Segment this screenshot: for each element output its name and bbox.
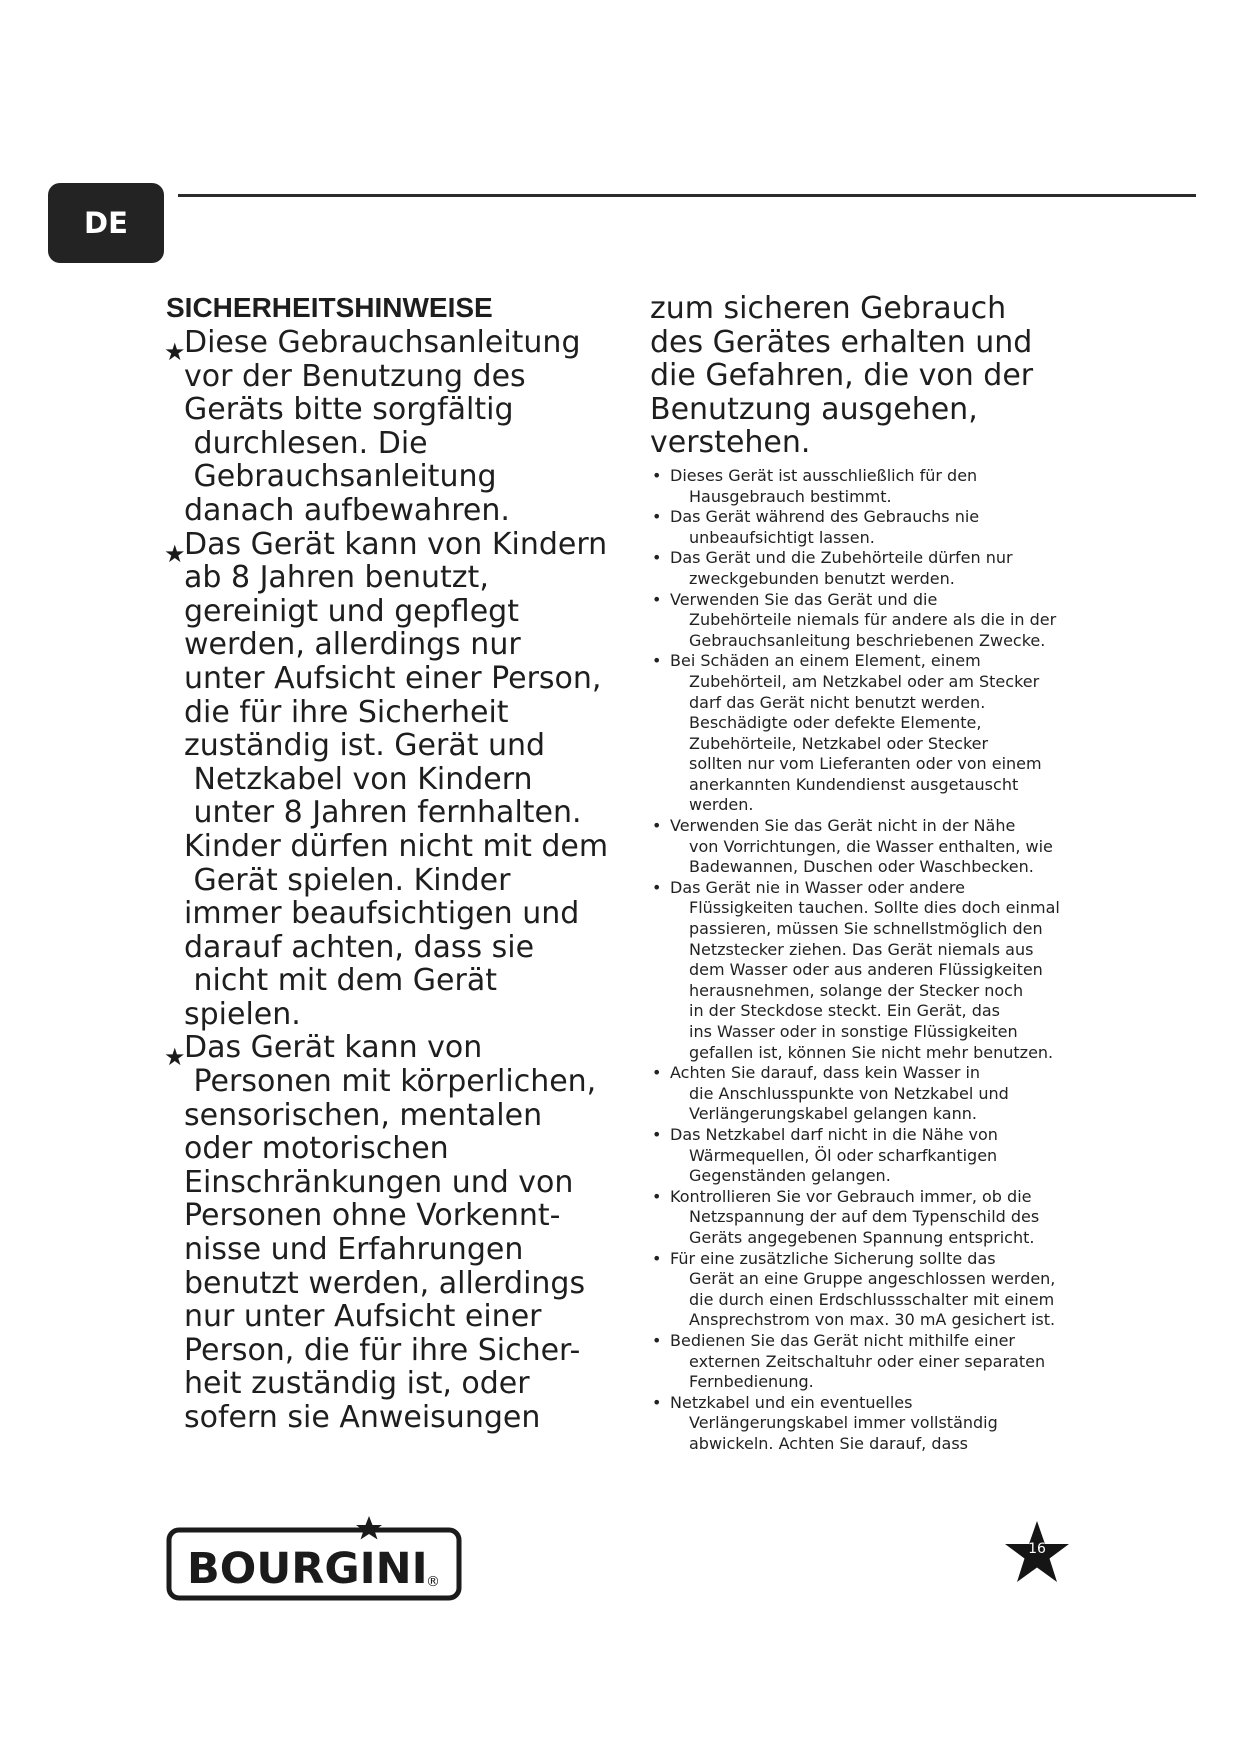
bullet-line: Verlängerungskabel gelangen kann.: [689, 1104, 977, 1124]
bullet-dot-icon: •: [652, 1392, 662, 1412]
left-column: [164, 292, 609, 1435]
bullet-line: ins Wasser oder in sonstige Flüssigkeiten: [689, 1022, 1018, 1041]
paragraph-line: Netzkabel von Kindern: [184, 761, 533, 797]
paragraph-line: gereinigt und gepflegt: [184, 593, 519, 629]
paragraph-line: heit zuständig ist, oder: [184, 1366, 530, 1402]
paragraph-line: nur unter Aufsicht einer: [184, 1299, 542, 1335]
bullet-item: [650, 1393, 1090, 1455]
bullet-dot-icon: •: [652, 1063, 662, 1083]
bullet-line: Gegenständen gelangen.: [689, 1166, 891, 1186]
bullet-line: Netzspannung der auf dem Typenschild des: [689, 1207, 1040, 1227]
bullet-item: [650, 651, 1090, 816]
bullet-line: Das Netzkabel darf nicht in die Nähe von: [670, 1124, 998, 1144]
bullet-line: werden.: [689, 795, 754, 815]
paragraph-line: spielen.: [184, 996, 301, 1032]
bullet-line: Dieses Gerät ist ausschließlich für den: [670, 465, 978, 485]
paragraph-line: Das Gerät kann von Kindern: [184, 526, 608, 562]
bullet-line: Wärmequellen, Öl oder scharfkantigen: [689, 1145, 998, 1165]
paragraph-line: Person, die für ihre Sicher-: [184, 1332, 581, 1368]
bullet-dot-icon: •: [652, 1124, 662, 1144]
bullet-item: [650, 1249, 1090, 1331]
bullet-line: Beschädigte oder defekte Elemente,: [689, 713, 982, 733]
paragraph-line: danach aufbewahren.: [184, 492, 510, 528]
bullet-dot-icon: •: [652, 1186, 662, 1206]
bullet-line: gefallen ist, können Sie nicht mehr benutzen.: [689, 1042, 1054, 1062]
bullet-line: externen Zeitschaltuhr oder einer separaten: [689, 1351, 1046, 1371]
bullet-dot-icon: •: [652, 465, 662, 485]
bullet-item: [650, 590, 1090, 652]
bullet-dot-icon: •: [652, 1248, 662, 1268]
paragraph-line: durchlesen. Die: [184, 425, 428, 461]
bullet-dot-icon: •: [652, 651, 662, 671]
bullet-line: unbeaufsichtigt lassen.: [689, 527, 875, 547]
header-rule: [178, 194, 1196, 197]
bullet-line: Gebrauchsanleitung beschriebenen Zwecke.: [689, 630, 1046, 650]
bullet-line: Netzstecker ziehen. Das Gerät niemals aus: [689, 939, 1034, 959]
safety-bullet-list: [650, 466, 1090, 1455]
right-intro: [650, 292, 1090, 460]
bullet-line: die durch einen Erdschlussschalter mit einem: [689, 1289, 1055, 1309]
paragraph-line: Einschränkungen und von: [184, 1164, 574, 1200]
bullet-line: Für eine zusätzliche Sicherung sollte das: [670, 1248, 996, 1268]
paragraph-line: unter Aufsicht einer Person,: [184, 660, 602, 696]
bullet-dot-icon: •: [652, 877, 662, 897]
bullet-line: Fernbedienung.: [689, 1372, 814, 1392]
bullet-line: dem Wasser oder aus anderen Flüssigkeiten: [689, 960, 1043, 980]
bullet-line: Gerät an eine Gruppe angeschlossen werden,: [689, 1269, 1056, 1289]
bullet-dot-icon: •: [652, 1330, 662, 1350]
bullet-line: Bei Schäden an einem Element, einem: [670, 651, 981, 671]
paragraph-line: Geräts bitte sorgfältig: [184, 392, 514, 428]
bullet-dot-icon: •: [652, 548, 662, 568]
safety-paragraph: [166, 326, 606, 528]
paragraph-line: Kinder dürfen nicht mit dem: [184, 828, 609, 864]
paragraph-line: die für ihre Sicherheit: [184, 694, 509, 730]
language-tab: DE: [48, 183, 164, 263]
paragraph-line: Diese Gebrauchsanleitung: [184, 325, 581, 360]
paragraph-line: benutzt werden, allerdings: [184, 1265, 586, 1301]
bullet-line: herausnehmen, solange der Stecker noch: [689, 980, 1024, 1000]
intro-line: die Gefahren, die von der: [650, 358, 1034, 394]
bullet-dot-icon: •: [652, 816, 662, 836]
logo-registered-mark: ®: [426, 1574, 440, 1590]
bullet-line: in der Steckdose steckt. Ein Gerät, das: [689, 1001, 1000, 1021]
safety-paragraph: [166, 1031, 606, 1434]
paragraph-line: Das Gerät kann von: [184, 1030, 483, 1066]
bullet-line: Ansprechstrom von max. 30 mA gesichert ist.: [689, 1310, 1056, 1330]
bullet-line: Das Gerät nie in Wasser oder andere: [670, 877, 965, 897]
bullet-line: darf das Gerät nicht benutzt werden.: [689, 692, 986, 712]
star-bullet-icon: ★: [164, 338, 186, 366]
bullet-line: Verwenden Sie das Gerät und die: [670, 589, 938, 609]
bullet-item: [650, 816, 1090, 878]
bullet-line: Das Gerät und die Zubehörteile dürfen nur: [670, 548, 1013, 568]
bullet-line: Zubehörteile niemals für andere als die in der: [689, 610, 1057, 630]
bullet-line: von Vorrichtungen, die Wasser enthalten, wie: [689, 836, 1053, 856]
paragraph-line: nisse und Erfahrungen: [184, 1232, 524, 1268]
right-column: [650, 292, 1090, 1454]
bullet-line: Zubehörteile, Netzkabel oder Stecker: [689, 733, 989, 753]
bullet-line: Achten Sie darauf, dass kein Wasser in: [670, 1063, 981, 1083]
left-paragraphs: [164, 325, 609, 1435]
paragraph-line: sofern sie Anweisungen: [184, 1400, 541, 1435]
bullet-dot-icon: •: [652, 507, 662, 527]
star-bullet-icon: ★: [164, 1043, 186, 1072]
paragraph-line: Gerät spielen. Kinder: [184, 862, 511, 898]
bullet-item: [650, 466, 1090, 507]
bullet-line: Netzkabel und ein eventuelles: [670, 1392, 913, 1412]
intro-line: zum sicheren Gebrauch: [650, 291, 1007, 326]
bullet-line: abwickeln. Achten Sie darauf, dass: [689, 1433, 968, 1453]
bullet-line: die Anschlusspunkte von Netzkabel und: [689, 1083, 1009, 1103]
logo-graphic: [166, 1516, 466, 1616]
bullet-line: passieren, müssen Sie schnellstmöglich den: [689, 919, 1043, 939]
bourgini-logo: [166, 1516, 466, 1620]
paragraph-line: nicht mit dem Gerät: [184, 963, 497, 999]
intro-line: verstehen.: [650, 425, 811, 461]
safety-paragraph: [164, 526, 609, 1032]
bullet-line: Geräts angegebenen Spannung entspricht.: [689, 1227, 1035, 1247]
bullet-line: Verwenden Sie das Gerät nicht in der Nähe: [670, 816, 1016, 836]
paragraph-line: oder motorischen: [184, 1131, 449, 1167]
bullet-item: [650, 1331, 1090, 1393]
paragraph-line: Gebrauchsanleitung: [184, 459, 497, 495]
paragraph-line: sensorischen, mentalen: [184, 1097, 543, 1133]
paragraph-line: darauf achten, dass sie: [184, 929, 535, 965]
paragraph-line: werden, allerdings nur: [184, 627, 521, 663]
paragraph-line: vor der Benutzung des: [184, 358, 526, 394]
bullet-line: Kontrollieren Sie vor Gebrauch immer, ob die: [670, 1186, 1032, 1206]
paragraph-line: ab 8 Jahren benutzt,: [184, 560, 489, 596]
bullet-item: [650, 1187, 1090, 1249]
bullet-line: Flüssigkeiten tauchen. Sollte dies doch einmal: [689, 898, 1060, 918]
intro-line: des Gerätes erhalten und: [650, 324, 1033, 360]
bullet-item: [650, 1125, 1090, 1187]
bullet-dot-icon: •: [652, 589, 662, 609]
paragraph-line: Personen mit körperlichen,: [184, 1064, 597, 1100]
page-number: 16: [1028, 1541, 1046, 1557]
bullet-line: zweckgebunden benutzt werden.: [689, 568, 955, 588]
bullet-item: [650, 1063, 1090, 1125]
bullet-line: Zubehörteil, am Netzkabel oder am Stecker: [689, 671, 1040, 691]
bullet-line: Bedienen Sie das Gerät nicht mithilfe einer: [670, 1330, 1016, 1350]
bullet-item: [650, 548, 1090, 589]
paragraph-line: unter 8 Jahren fernhalten.: [184, 795, 582, 831]
bullet-line: Das Gerät während des Gebrauchs nie: [670, 507, 980, 527]
bullet-line: anerkannten Kundendienst ausgetauscht: [689, 774, 1019, 794]
bullet-item: [650, 507, 1090, 548]
paragraph-line: Personen ohne Vorkennt-: [184, 1198, 561, 1234]
intro-line: Benutzung ausgehen,: [650, 391, 978, 427]
logo-brand-text: BOURGINI: [187, 1544, 428, 1594]
bullet-line: Hausgebrauch bestimmt.: [689, 486, 892, 506]
bullet-line: Badewannen, Duschen oder Waschbecken.: [689, 857, 1034, 877]
bullet-line: sollten nur vom Lieferanten oder von einem: [689, 754, 1042, 774]
star-bullet-icon: ★: [164, 539, 186, 568]
paragraph-line: immer beaufsichtigen und: [184, 896, 580, 932]
paragraph-line: zuständig ist. Gerät und: [184, 728, 546, 764]
bullet-item: [650, 878, 1090, 1063]
section-title: SICHERHEITSHINWEISE: [166, 292, 493, 323]
bullet-line: Verlängerungskabel immer vollständig: [689, 1413, 998, 1433]
